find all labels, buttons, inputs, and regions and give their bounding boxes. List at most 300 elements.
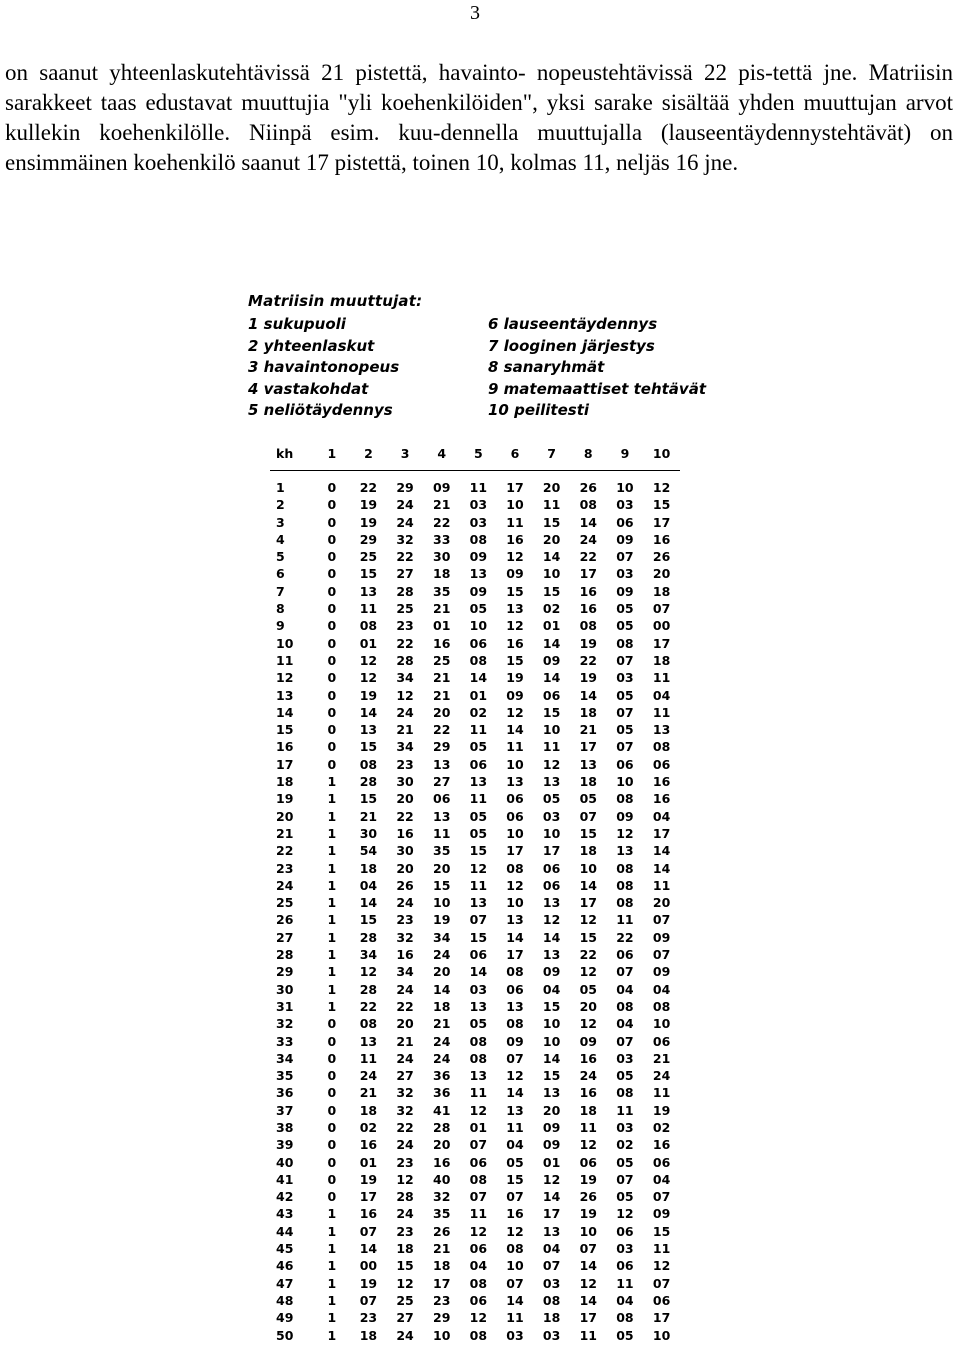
table-cell: 03 [469,514,488,530]
table-cell: 17 [652,1310,671,1326]
table-cell: 17 [652,635,671,651]
table-cell: 05 [469,808,488,824]
table-cell: 26 [433,1223,451,1239]
table-cell: 29 [433,739,451,755]
table-cell: 06 [469,635,488,651]
table-row [270,1119,680,1136]
table-cell: 13 [506,1102,524,1118]
table-cell: 07 [652,1189,671,1205]
table-cell: 17 [506,480,524,495]
table-cell: 06 [579,1154,597,1170]
table-cell: 0 [327,756,337,772]
table-row [270,652,680,669]
table-row [270,514,680,531]
table-row [270,548,680,565]
table-cell: 07 [469,912,488,928]
table-cell: 14 [542,929,561,945]
table-cell: 11 [616,1275,634,1291]
table-cell: 12 [616,825,634,841]
table-cell: 08 [469,652,488,668]
table-cell: 09 [506,1033,524,1049]
table-cell: 12 [359,670,378,686]
table-cell: 01 [542,618,561,634]
table-cell: 13 [652,722,671,738]
table-cell: 23 [433,1292,451,1308]
table-cell: 03 [616,1119,634,1135]
table-row [270,1050,680,1067]
table-cell: 24 [396,497,414,513]
table-cell: 11 [469,877,488,893]
table-cell: 03 [616,670,634,686]
table-cell: 13 [506,774,524,790]
table-cell: 12 [396,1171,414,1187]
row-number-cell: 3 [276,514,285,530]
table-row [270,911,680,928]
table-cell: 0 [327,704,337,720]
table-cell: 28 [359,774,378,790]
table-row [270,531,680,548]
table-cell: 16 [579,1085,597,1101]
row-number-cell: 41 [276,1171,294,1187]
table-cell: 19 [433,912,451,928]
table-cell: 0 [327,601,337,617]
table-row [270,929,680,946]
table-cell: 19 [359,497,378,513]
table-cell: 1 [327,1258,337,1274]
table-cell: 14 [579,877,597,893]
table-cell: 14 [359,895,378,911]
table-cell: 10 [506,1258,524,1274]
table-cell: 12 [506,549,524,565]
table-cell: 23 [396,756,414,772]
table-cell: 21 [433,670,451,686]
table-cell: 18 [433,998,451,1014]
table-cell: 30 [396,843,414,859]
row-number-cell: 5 [276,549,285,565]
table-cell: 08 [616,1310,634,1326]
variable-legend [248,314,706,422]
row-number-cell: 20 [276,808,294,824]
table-cell: 12 [652,1258,671,1274]
table-cell: 06 [616,756,634,772]
legend-item: 2 yhteenlaskut [248,336,375,355]
table-cell: 15 [359,739,378,755]
table-cell: 08 [616,895,634,911]
table-cell: 02 [469,704,488,720]
table-cell: 0 [327,1050,337,1066]
table-cell: 16 [396,947,414,963]
table-cell: 15 [579,929,597,945]
body-paragraph: on saanut yhteenlaskutehtävissä 21 pistettä, havainto- nopeustehtävissä 22 pis-tettä jne. Matriisin sarakkeet taas edustavat muuttujia "yli koehenkilöiden", yksi sarake sisältää yhden muuttujan arvot kullekin koehenkilölle. Niinpä esim. kuu-dennella muuttujalla (lauseentäydennystehtävät) on ensimmäinen koehenkilö saanut 17 pistettä, toinen 10, kolmas 11, neljäs 16 jne. [5,60,953,175]
table-cell: 06 [469,1154,488,1170]
table-cell: 08 [506,1241,524,1257]
row-number-cell: 25 [276,895,294,911]
table-cell: 13 [469,566,488,582]
row-number-cell: 8 [276,601,285,617]
row-number-cell: 33 [276,1033,294,1049]
table-cell: 34 [359,947,378,963]
table-cell: 13 [542,947,561,963]
table-cell: 07 [616,964,634,980]
row-number-cell: 2 [276,497,285,513]
row-number-cell: 49 [276,1310,294,1326]
table-cell: 15 [542,1068,561,1084]
table-cell: 24 [433,947,451,963]
table-row [270,842,680,859]
table-cell: 13 [506,912,524,928]
table-row [270,756,680,773]
table-cell: 18 [579,704,597,720]
table-row [270,1015,680,1032]
table-cell: 07 [652,947,671,963]
table-row [270,1292,680,1309]
table-cell: 0 [327,497,337,513]
table-cell: 06 [506,981,524,997]
table-cell: 03 [542,808,561,824]
table-cell: 01 [433,618,451,634]
table-cell: 0 [327,635,337,651]
table-cell: 11 [542,739,561,755]
table-cell: 20 [396,791,414,807]
table-row [270,1067,680,1084]
table-cell: 15 [469,843,488,859]
table-cell: 10 [542,722,561,738]
row-number-cell: 23 [276,860,294,876]
table-cell: 07 [506,1275,524,1291]
table-cell: 13 [433,808,451,824]
table-cell: 12 [579,1016,597,1032]
data-matrix-table [270,443,680,1344]
table-cell: 11 [506,1310,524,1326]
table-cell: 12 [469,1310,488,1326]
table-cell: 08 [506,964,524,980]
table-cell: 14 [469,670,488,686]
row-number-cell: 15 [276,722,294,738]
table-cell: 12 [506,618,524,634]
table-cell: 13 [616,843,634,859]
table-cell: 08 [616,791,634,807]
table-cell: 18 [652,583,671,599]
table-row [270,894,680,911]
table-cell: 1 [327,843,337,859]
table-cell: 12 [469,860,488,876]
table-cell: 09 [616,808,634,824]
row-number-cell: 9 [276,618,285,634]
table-cell: 0 [327,739,337,755]
table-cell: 05 [616,1154,634,1170]
table-cell: 16 [652,1137,671,1153]
table-cell: 17 [506,947,524,963]
table-cell: 20 [433,860,451,876]
column-header: 1 [327,446,337,461]
table-cell: 04 [652,1171,671,1187]
table-cell: 10 [542,1016,561,1032]
table-cell: 0 [327,670,337,686]
table-cell: 05 [542,791,561,807]
table-cell: 0 [327,1154,337,1170]
row-number-cell: 11 [276,652,294,668]
table-cell: 26 [579,1189,597,1205]
table-cell: 04 [359,877,378,893]
table-cell: 10 [616,774,634,790]
table-cell: 20 [433,704,451,720]
table-row [270,471,680,497]
table-cell: 10 [542,566,561,582]
table-cell: 08 [359,756,378,772]
table-cell: 19 [359,1171,378,1187]
table-cell: 07 [579,1241,597,1257]
legend-item: 3 havaintonopeus [248,358,400,376]
table-cell: 05 [616,1189,634,1205]
table-cell: 07 [616,549,634,565]
table-cell: 02 [359,1119,378,1135]
table-cell: 08 [579,618,597,634]
table-cell: 12 [506,1223,524,1239]
table-cell: 20 [579,998,597,1014]
row-number-cell: 47 [276,1275,294,1291]
table-cell: 36 [433,1085,451,1101]
table-cell: 08 [542,1292,561,1308]
table-cell: 34 [396,670,414,686]
table-cell: 24 [652,1068,671,1084]
table-cell: 1 [327,912,337,928]
table-cell: 06 [469,947,488,963]
table-cell: 01 [469,1119,488,1135]
row-number-cell: 36 [276,1085,294,1101]
table-cell: 11 [652,704,671,720]
table-cell: 11 [469,1206,488,1222]
table-cell: 09 [542,1137,561,1153]
table-cell: 08 [616,877,634,893]
row-number-cell: 10 [276,635,294,651]
table-cell: 1 [327,825,337,841]
table-cell: 17 [652,514,671,530]
table-cell: 12 [396,687,414,703]
table-cell: 04 [652,981,671,997]
table-cell: 26 [579,480,597,495]
table-cell: 13 [359,722,378,738]
table-cell: 22 [579,549,597,565]
table-cell: 15 [359,566,378,582]
row-number-cell: 16 [276,739,294,755]
table-cell: 1 [327,1327,337,1343]
table-cell: 23 [396,1223,414,1239]
table-cell: 01 [359,635,378,651]
table-cell: 19 [359,514,378,530]
table-body [270,471,680,1344]
table-cell: 10 [506,497,524,513]
table-cell: 03 [616,497,634,513]
page-number: 3 [470,2,480,24]
legend-item: 4 vastakohdat [248,379,369,398]
table-cell: 09 [652,1206,671,1222]
table-cell: 08 [359,1016,378,1032]
row-number-cell: 22 [276,843,294,859]
table-cell: 23 [359,1310,378,1326]
table-cell: 15 [579,825,597,841]
table-cell: 15 [359,791,378,807]
column-header: 7 [547,446,556,461]
table-cell: 15 [542,514,561,530]
table-cell: 54 [359,843,378,859]
table-cell: 07 [616,1033,634,1049]
table-cell: 04 [506,1137,524,1153]
table-cell: 17 [542,1206,561,1222]
table-cell: 08 [616,635,634,651]
table-cell: 15 [396,1258,414,1274]
table-cell: 01 [359,1154,378,1170]
row-number-cell: 7 [276,583,285,599]
table-cell: 21 [433,497,451,513]
table-cell: 22 [396,549,414,565]
table-cell: 11 [652,1085,671,1101]
table-cell: 15 [359,912,378,928]
table-cell: 10 [579,1223,597,1239]
row-number-cell: 31 [276,998,294,1014]
legend-item: 10 peilitesti [488,401,590,419]
table-cell: 12 [359,964,378,980]
table-cell: 10 [506,895,524,911]
matrix-figure [240,288,706,1343]
table-cell: 05 [469,739,488,755]
table-cell: 23 [396,618,414,634]
table-cell: 08 [652,739,671,755]
table-cell: 11 [616,1102,634,1118]
table-cell: 12 [652,480,671,495]
table-cell: 04 [652,687,671,703]
table-cell: 30 [359,825,378,841]
table-cell: 09 [433,480,451,495]
table-cell: 0 [327,583,337,599]
table-cell: 18 [652,652,671,668]
table-row [270,1275,680,1292]
table-cell: 0 [327,1033,337,1049]
table-cell: 14 [579,687,597,703]
row-number-cell: 17 [276,756,294,772]
table-cell: 28 [359,981,378,997]
table-cell: 34 [396,964,414,980]
table-cell: 13 [433,756,451,772]
table-cell: 04 [616,1016,634,1032]
table-cell: 24 [433,1050,451,1066]
table-cell: 14 [359,1241,378,1257]
table-cell: 32 [396,929,414,945]
table-cell: 0 [327,652,337,668]
table-cell: 14 [579,1258,597,1274]
table-cell: 29 [396,480,414,495]
row-number-cell: 32 [276,1016,294,1032]
table-cell: 04 [542,1241,561,1257]
table-cell: 32 [396,1102,414,1118]
table-cell: 21 [359,808,378,824]
table-cell: 12 [506,704,524,720]
table-cell: 24 [579,1068,597,1084]
table-cell: 18 [359,1327,378,1343]
table-cell: 08 [469,531,488,547]
table-row [270,635,680,652]
table-cell: 1 [327,860,337,876]
table-cell: 30 [433,549,451,565]
table-cell: 22 [579,652,597,668]
table-cell: 22 [396,808,414,824]
table-cell: 18 [542,1310,561,1326]
table-cell: 05 [579,791,597,807]
table-cell: 13 [542,1223,561,1239]
table-cell: 18 [396,1241,414,1257]
table-cell: 07 [616,739,634,755]
table-cell: 05 [616,1327,634,1343]
table-cell: 02 [652,1119,671,1135]
row-number-cell: 21 [276,825,294,841]
table-cell: 00 [652,618,671,634]
table-cell: 27 [396,1310,414,1326]
table-cell: 1 [327,791,337,807]
table-cell: 21 [652,1050,671,1066]
table-row [270,1257,680,1274]
table-cell: 0 [327,687,337,703]
table-row [270,1033,680,1050]
table-row [270,998,680,1015]
table-cell: 11 [616,912,634,928]
table-cell: 36 [433,1068,451,1084]
table-cell: 17 [542,843,561,859]
table-cell: 04 [469,1258,488,1274]
table-cell: 09 [469,583,488,599]
table-cell: 20 [542,531,561,547]
table-cell: 10 [542,825,561,841]
table-cell: 08 [469,1171,488,1187]
table-cell: 21 [396,722,414,738]
table-cell: 25 [433,652,451,668]
table-cell: 35 [433,1206,451,1222]
row-number-cell: 1 [276,480,285,495]
table-row [270,1223,680,1240]
row-number-cell: 48 [276,1292,294,1308]
row-number-cell: 44 [276,1223,294,1239]
legend-item: 6 lauseentäydennys [488,315,658,333]
table-cell: 11 [359,601,378,617]
column-header: 10 [652,446,671,461]
table-cell: 13 [506,998,524,1014]
table-cell: 20 [396,860,414,876]
table-cell: 15 [542,704,561,720]
table-cell: 1 [327,1310,337,1326]
table-cell: 18 [579,843,597,859]
table-cell: 01 [542,1154,561,1170]
table-cell: 12 [542,1171,561,1187]
table-cell: 21 [396,1033,414,1049]
table-cell: 05 [616,1068,634,1084]
table-cell: 24 [396,981,414,997]
row-number-cell: 37 [276,1102,294,1118]
table-cell: 14 [433,981,451,997]
table-cell: 11 [506,514,524,530]
table-cell: 19 [579,1171,597,1187]
table-cell: 14 [359,704,378,720]
table-row [270,1154,680,1171]
table-cell: 10 [433,895,451,911]
table-cell: 24 [396,895,414,911]
table-cell: 06 [616,514,634,530]
table-row [270,1309,680,1326]
table-cell: 12 [579,912,597,928]
table-cell: 1 [327,774,337,790]
table-cell: 15 [506,1171,524,1187]
table-cell: 05 [469,825,488,841]
table-cell: 17 [359,1189,378,1205]
table-cell: 08 [506,860,524,876]
table-cell: 20 [652,895,671,911]
